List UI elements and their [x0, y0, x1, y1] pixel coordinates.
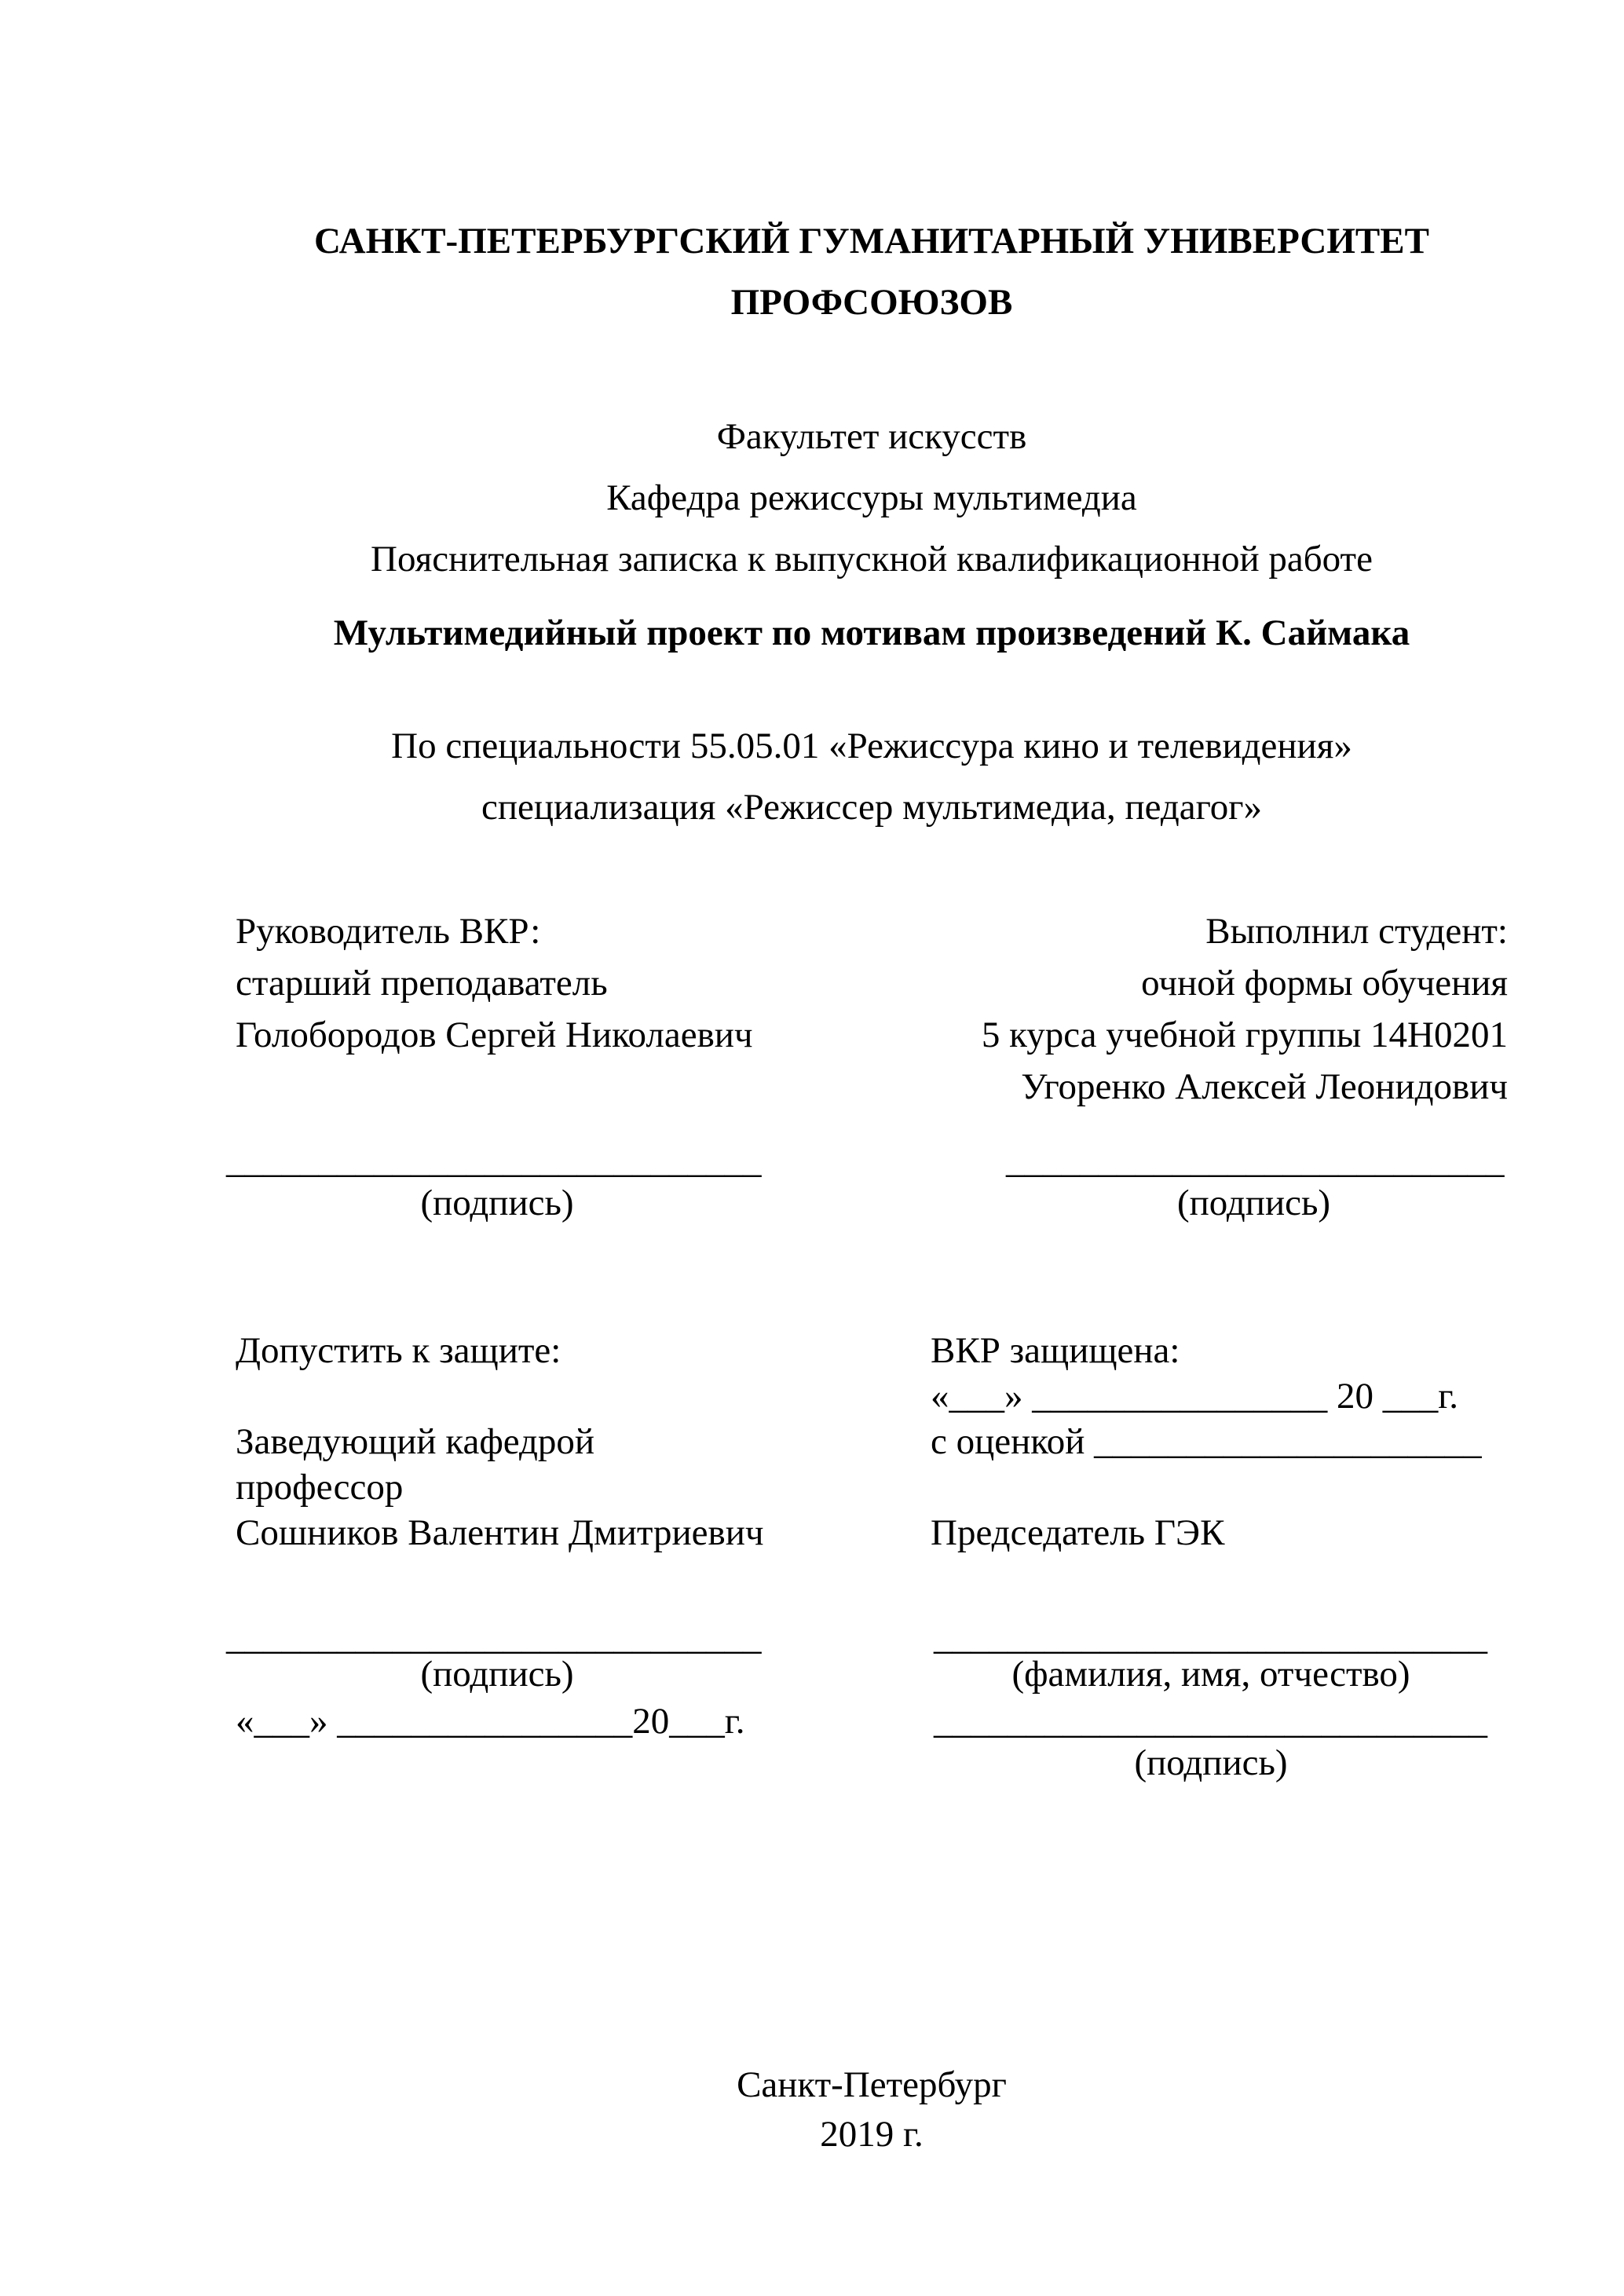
footer-city: Санкт-Петербург — [737, 2064, 1007, 2105]
admission-title: Допустить к защите: — [236, 1330, 561, 1371]
specialty-line: По специальности 55.05.01 «Режиссура кино и телевидения» — [391, 726, 1352, 766]
defense-signature-line: ______________________________ — [934, 1701, 1487, 1742]
admission-signature-line: _____________________________ — [226, 1617, 762, 1658]
admission-position2: профессор — [236, 1467, 404, 1508]
student-signature-line: ___________________________ — [1006, 1140, 1505, 1181]
admission-date-line: «___» ________________20___г. — [236, 1701, 745, 1742]
supervisor-name: Голобородов Сергей Николаевич — [236, 1015, 753, 1055]
student-signature-caption: (подпись) — [1176, 1183, 1331, 1223]
defense-signature-caption: (подпись) — [1134, 1742, 1288, 1783]
admission-signature-caption: (подпись) — [420, 1654, 574, 1695]
supervisor-signature-caption: (подпись) — [420, 1183, 574, 1223]
defense-grade-line: с оценкой _____________________ — [931, 1421, 1482, 1462]
supervisor-role-label: Руководитель ВКР: — [236, 911, 541, 952]
admission-position1: Заведующий кафедрой — [236, 1421, 595, 1462]
note-type-label: Пояснительная записка к выпускной квалификационной работе — [371, 539, 1373, 579]
defense-name-line: ______________________________ — [934, 1617, 1487, 1658]
supervisor-position: старший преподаватель — [236, 963, 608, 1004]
footer-year: 2019 г. — [820, 2114, 924, 2155]
student-role-label: Выполнил студент: — [1205, 911, 1508, 952]
specialization-line: специализация «Режиссер мультимедиа, педагог» — [481, 787, 1262, 828]
student-name: Угоренко Алексей Леонидович — [1021, 1066, 1508, 1107]
department-label: Кафедра режиссуры мультимедиа — [606, 477, 1137, 518]
university-name-line2: ПРОФСОЮЗОВ — [730, 282, 1013, 323]
student-group: 5 курса учебной группы 14Н0201 — [981, 1015, 1508, 1055]
supervisor-signature-line: _____________________________ — [226, 1140, 762, 1181]
defense-name-caption: (фамилия, имя, отчество) — [1011, 1654, 1410, 1695]
thesis-title: Мультимедийный проект по мотивам произведений К. Саймака — [333, 612, 1410, 653]
defense-date-line: «___» ________________ 20 ___г. — [931, 1376, 1458, 1417]
university-name-line1: САНКТ-ПЕТЕРБУРГСКИЙ ГУМАНИТАРНЫЙ УНИВЕРСИТЕТ — [314, 221, 1429, 261]
defense-chair-label: Председатель ГЭК — [931, 1512, 1225, 1553]
admission-name: Сошников Валентин Дмитриевич — [236, 1512, 764, 1553]
faculty-label: Факультет искусств — [716, 416, 1027, 457]
defense-title: ВКР защищена: — [931, 1330, 1180, 1371]
student-study-form: очной формы обучения — [1141, 963, 1508, 1004]
